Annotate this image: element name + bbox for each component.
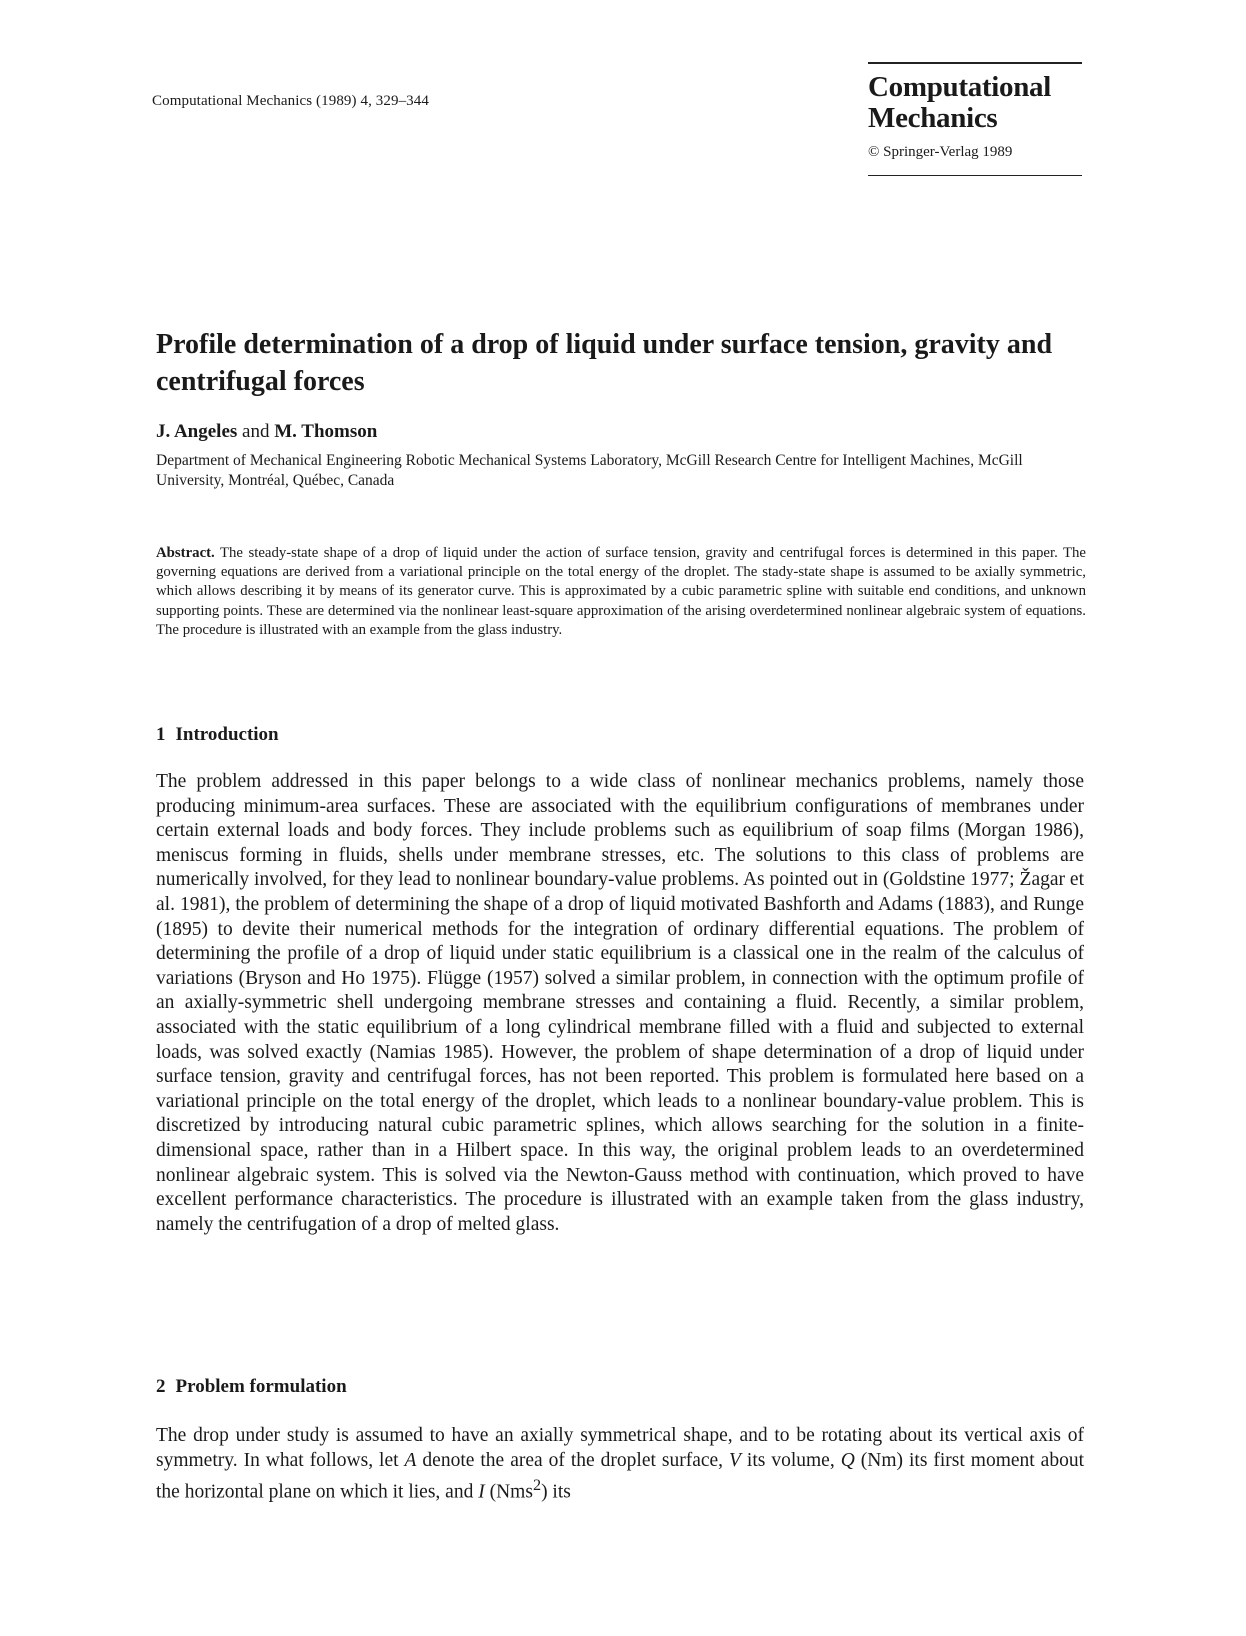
variable-Q: Q [840, 1449, 855, 1471]
section-2-text-d: (Nm) its first moment about the horizontal plane on which it lies, and [156, 1449, 1084, 1503]
journal-rule-bottom [868, 175, 1082, 177]
section-2-text-f: ) its [541, 1481, 571, 1503]
journal-title-line2: Mechanics [868, 101, 998, 134]
paper-title: Profile determination of a drop of liquid under surface tension, gravity and centrifugal forces [156, 329, 1053, 397]
section-1-title: Introduction [175, 724, 279, 745]
author-connector: and [237, 421, 275, 442]
affiliation: Department of Mechanical Engineering Robotic Mechanical Systems Laboratory, McGill Research Centre for Intelligent Machines, McGill University, Montréal, Québec, Canada [156, 452, 1023, 489]
section-1-body: The problem addressed in this paper belongs to a wide class of nonlinear mechanics problems, namely those producing minimum-area surfaces. These are associated with the equilibrium configurations of membranes under certain external loads and body forces. They include problems such as equilibrium of soap films (Morgan 1986), meniscus forming in fluids, shells under membrane stresses, etc. The solutions to this class of problems are numerically involved, for they lead to nonlinear boundary-value problems. As pointed out in (Goldstine 1977; Žagar et al. 1981), the problem of determining the shape of a drop of liquid motivated Bashforth and Adams (1883), and Runge (1895) to devite their numerical methods for the integration of ordinary differential equations. The problem of determining the profile of a drop of liquid under static equilibrium is a classical one in the realm of the calculus of variations (Bryson and Ho 1975). Flügge (1957) solved a similar problem, in connection with the optimum profile of an axially-symmetric shell undergoing membrane stresses and containing a fluid. Recently, a similar problem, associated with the static equilibrium of a long cylindrical membrane filled with a fluid and subjected to external loads, was solved exactly (Namias 1985). However, the problem of shape determination of a drop of liquid under surface tension, gravity and centrifugal forces, has not been reported. This problem is formulated here based on a variational principle on the total energy of the droplet, which leads to a nonlinear boundary-value problem. This is discretized by introducing natural cubic parametric splines, which allows searching for the solution in a finite-dimensional space, rather than in a Hilbert space. In this way, the original problem leads to an overdetermined nonlinear algebraic system. This is solved via the Newton-Gauss method with continuation, which proved to have excellent performance characteristics. The procedure is illustrated with an example taken from the glass industry, namely the centrifugation of a drop of melted glass. [156, 771, 1084, 1235]
superscript-2: 2 [532, 1476, 542, 1495]
section-1-number: 1 [156, 724, 166, 745]
section-2-number: 2 [156, 1376, 166, 1397]
variable-V: V [729, 1449, 741, 1471]
journal-block [868, 62, 1086, 176]
section-2-text-a: The drop under study is assumed to have an axially symmetrical shape, and to be rotating about its vertical axis of symmetry. In what follows, let [156, 1425, 1084, 1471]
abstract-text: The steady-state shape of a drop of liquid under the action of surface tension, gravity and centrifugal forces is determined in this paper. The governing equations are derived from a variational principle on the total energy of the droplet. The stady-state shape is assumed to be axially symmetric, which allows describing it by means of its generator curve. This is approximated by a cubic parametric spline with suitable end conditions, and unknown supporting points. These are determined via the nonlinear least-square approximation of the arising overdetermined nonlinear algebraic system of equations. The procedure is illustrated with an example from the glass industry. [156, 545, 1086, 638]
citation: Computational Mechanics (1989) 4, 329–344 [152, 93, 429, 109]
section-2-heading [156, 1376, 347, 1398]
journal-copyright: © Springer-Verlag 1989 [868, 143, 1013, 160]
journal-title-line1: Computational [868, 70, 1052, 103]
authors [156, 421, 377, 443]
abstract-label: Abstract. [156, 545, 215, 561]
journal-rule-top [868, 62, 1082, 64]
section-2-text-b: denote the area of the droplet surface, [416, 1449, 730, 1471]
journal-title [868, 72, 1086, 134]
section-1-heading [156, 724, 279, 746]
section-2-text-c: its volume, [740, 1449, 841, 1471]
author-1: J. Angeles [156, 421, 238, 442]
author-2: M. Thomson [274, 421, 378, 442]
section-2-title: Problem formulation [175, 1376, 347, 1397]
abstract [156, 544, 1086, 640]
variable-A: A [404, 1449, 417, 1471]
variable-I: I [478, 1481, 485, 1503]
section-2-text-e: (Nms [484, 1481, 533, 1503]
section-2-body [156, 1424, 1084, 1505]
